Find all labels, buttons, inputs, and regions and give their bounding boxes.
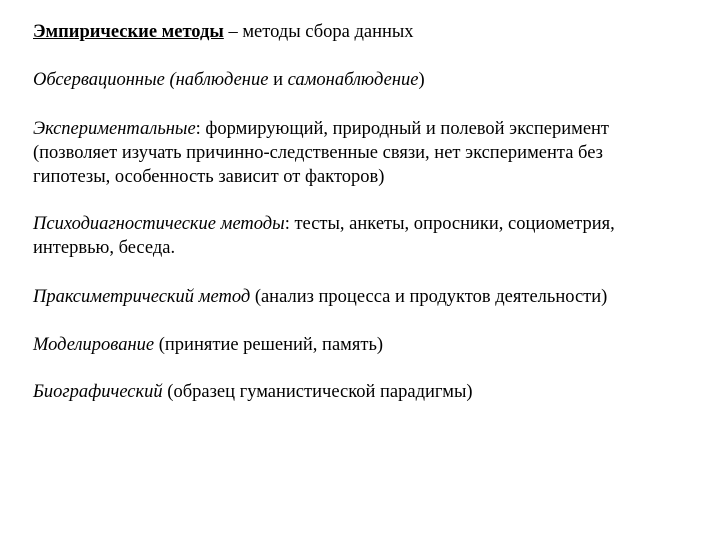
paragraph-empirical-methods	[33, 20, 683, 44]
paragraph-psychodiagnostic	[33, 212, 683, 260]
paragraph-observational	[33, 68, 683, 92]
definition-praximetric: (анализ процесса и продуктов деятельности)	[250, 287, 608, 307]
term-biographical: Биографический	[33, 382, 163, 402]
definition-empirical-methods: – методы сбора данных	[223, 22, 414, 42]
term-observational: Обсервационные (наблюдение	[33, 70, 269, 90]
term-experimental: Экспериментальные	[33, 119, 196, 139]
term-empirical-methods: Эмпирические методы	[33, 22, 224, 42]
closing-observational: )	[418, 70, 425, 90]
definition-experimental: : формирующий, природный и полевой эксперимент (позволяет изучать причинно-следственные связи, нет эксперимента без гипотезы, особенность зависит от факторов)	[33, 119, 610, 187]
paragraph-praximetric	[33, 285, 683, 309]
term-praximetric: Праксиметрический метод	[33, 287, 251, 307]
term-psychodiagnostic: Психодиагностические методы	[33, 214, 285, 234]
definition-modeling: (принятие решений, память)	[154, 335, 384, 355]
term-self-observation: самонаблюдение	[287, 70, 419, 90]
definition-biographical: (образец гуманистической парадигмы)	[162, 382, 473, 402]
paragraph-experimental	[33, 117, 683, 189]
term-modeling: Моделирование	[33, 335, 155, 355]
paragraph-biographical	[33, 380, 683, 404]
paragraph-modeling	[33, 333, 683, 357]
connector-observational: и	[268, 70, 288, 90]
definition-psychodiagnostic: : тесты, анкеты, опросники, социометрия, интервью, беседа.	[33, 214, 615, 258]
